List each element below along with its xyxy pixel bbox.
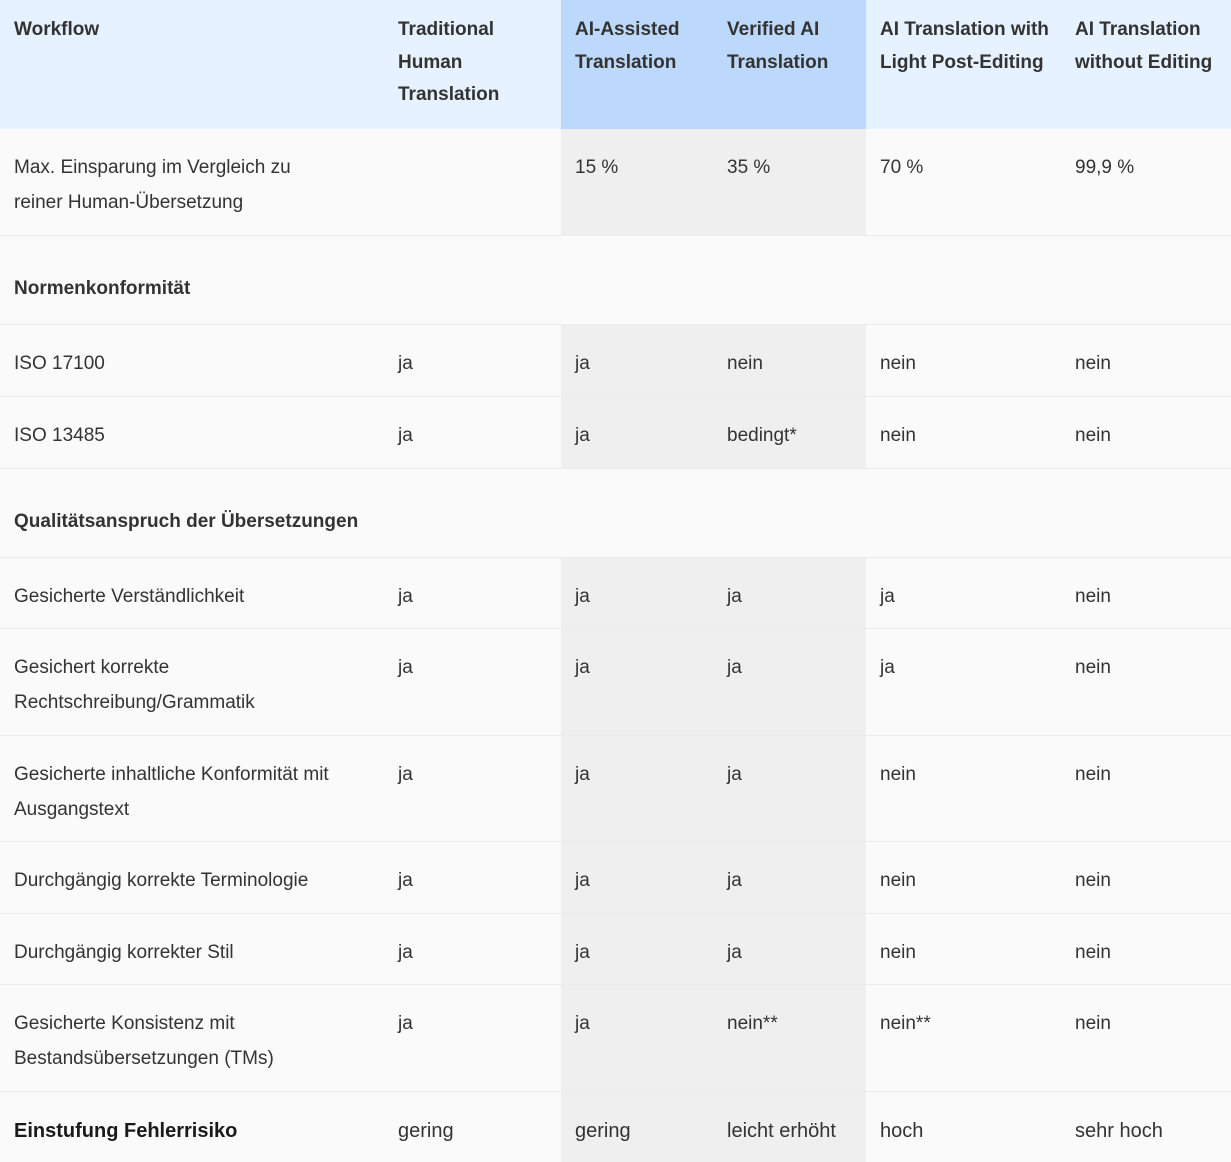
cell-risk-without-editing: sehr hoch (1075, 1120, 1163, 1142)
cell-iso13485-light-post-editing: nein (866, 397, 1061, 469)
row-label-consistency: Gesicherte Konsistenz mit Bestandsübersetzungen (TMs) (0, 985, 384, 1092)
row-label-style: Durchgängig korrekter Stil (0, 914, 384, 985)
cell-content-without-editing: nein (1061, 736, 1231, 842)
cell-savings-verified-ai: 35 % (713, 129, 866, 236)
cell-iso13485-verified-ai: bedingt* (713, 397, 866, 469)
cell-understandability-verified-ai: ja (713, 558, 866, 629)
header-verified-ai: Verified AI Translation (713, 0, 866, 129)
cell-risk-verified-ai: leicht erhöht (713, 1092, 866, 1162)
cell-iso17100-ai-assisted: ja (561, 325, 713, 397)
cell-risk-ai-assisted: gering (561, 1092, 713, 1162)
cell-spelling-light-post-editing: ja (866, 629, 1061, 736)
header-ai-without-editing: AI Translation without Editing (1061, 0, 1231, 129)
cell-style-verified-ai: ja (713, 914, 866, 985)
header-ai-light-post-editing: AI Translation with Light Post-Editing (866, 0, 1061, 129)
row-label-iso13485: ISO 13485 (0, 397, 384, 469)
cell-consistency-verified-ai: nein** (713, 985, 866, 1092)
header-workflow: Workflow (0, 0, 384, 129)
row-label-savings: Max. Einsparung im Vergleich zu reiner Human-Übersetzung (0, 129, 384, 236)
row-label-terminology: Durchgängig korrekte Terminologie (0, 842, 384, 914)
cell-style-traditional: ja (384, 914, 561, 985)
cell-spelling-traditional: ja (384, 629, 561, 736)
cell-understandability-light-post-editing: ja (866, 558, 1061, 629)
row-label-content-conformity: Gesicherte inhaltliche Konformität mit Ausgangstext (0, 736, 384, 842)
cell-terminology-traditional: ja (384, 842, 561, 914)
row-label-spelling-grammar: Gesichert korrekte Rechtschreibung/Grammatik (0, 629, 384, 736)
cell-consistency-ai-assisted: ja (561, 985, 713, 1092)
cell-content-ai-assisted: ja (561, 736, 713, 842)
cell-style-ai-assisted: ja (561, 914, 713, 985)
cell-terminology-without-editing: nein (1061, 842, 1231, 914)
cell-savings-traditional (384, 129, 561, 236)
cell-content-verified-ai: ja (713, 736, 866, 842)
row-label-iso17100: ISO 17100 (0, 325, 384, 397)
cell-consistency-light-post-editing: nein** (866, 985, 1061, 1092)
cell-iso13485-ai-assisted: ja (561, 397, 713, 469)
cell-content-light-post-editing: nein (866, 736, 1061, 842)
cell-spelling-verified-ai: ja (713, 629, 866, 736)
cell-iso13485-traditional: ja (384, 397, 561, 469)
header-ai-assisted: AI-Assisted Translation (561, 0, 713, 129)
cell-savings-light-post-editing: 70 % (866, 129, 1061, 236)
cell-risk-light-post-editing: hoch (880, 1120, 924, 1142)
cell-understandability-traditional: ja (384, 558, 561, 629)
cell-style-without-editing: nein (1061, 914, 1231, 985)
header-traditional-human: Traditional Human Translation (384, 0, 561, 129)
row-label-understandability: Gesicherte Verständlichkeit (0, 558, 384, 629)
cell-spelling-ai-assisted: ja (561, 629, 713, 736)
cell-terminology-ai-assisted: ja (561, 842, 713, 914)
cell-savings-ai-assisted: 15 % (561, 129, 713, 236)
cell-iso17100-without-editing: nein (1061, 325, 1231, 397)
cell-consistency-without-editing: nein (1061, 985, 1231, 1092)
cell-style-light-post-editing: nein (866, 914, 1061, 985)
cell-terminology-light-post-editing: nein (866, 842, 1061, 914)
cell-spelling-without-editing: nein (1061, 629, 1231, 736)
section-heading-quality: Qualitätsanspruch der Übersetzungen (0, 469, 1231, 558)
cell-content-traditional: ja (384, 736, 561, 842)
row-label-error-risk: Einstufung Fehlerrisiko (14, 1120, 238, 1142)
cell-iso13485-without-editing: nein (1061, 397, 1231, 469)
cell-savings-without-editing: 99,9 % (1061, 129, 1231, 236)
cell-iso17100-traditional: ja (384, 325, 561, 397)
section-heading-norms: Normenkonformität (0, 236, 1231, 325)
cell-iso17100-verified-ai: nein (713, 325, 866, 397)
cell-risk-traditional: gering (398, 1120, 454, 1142)
cell-understandability-ai-assisted: ja (561, 558, 713, 629)
cell-consistency-traditional: ja (384, 985, 561, 1092)
cell-iso17100-light-post-editing: nein (866, 325, 1061, 397)
cell-terminology-verified-ai: ja (713, 842, 866, 914)
cell-understandability-without-editing: nein (1061, 558, 1231, 629)
